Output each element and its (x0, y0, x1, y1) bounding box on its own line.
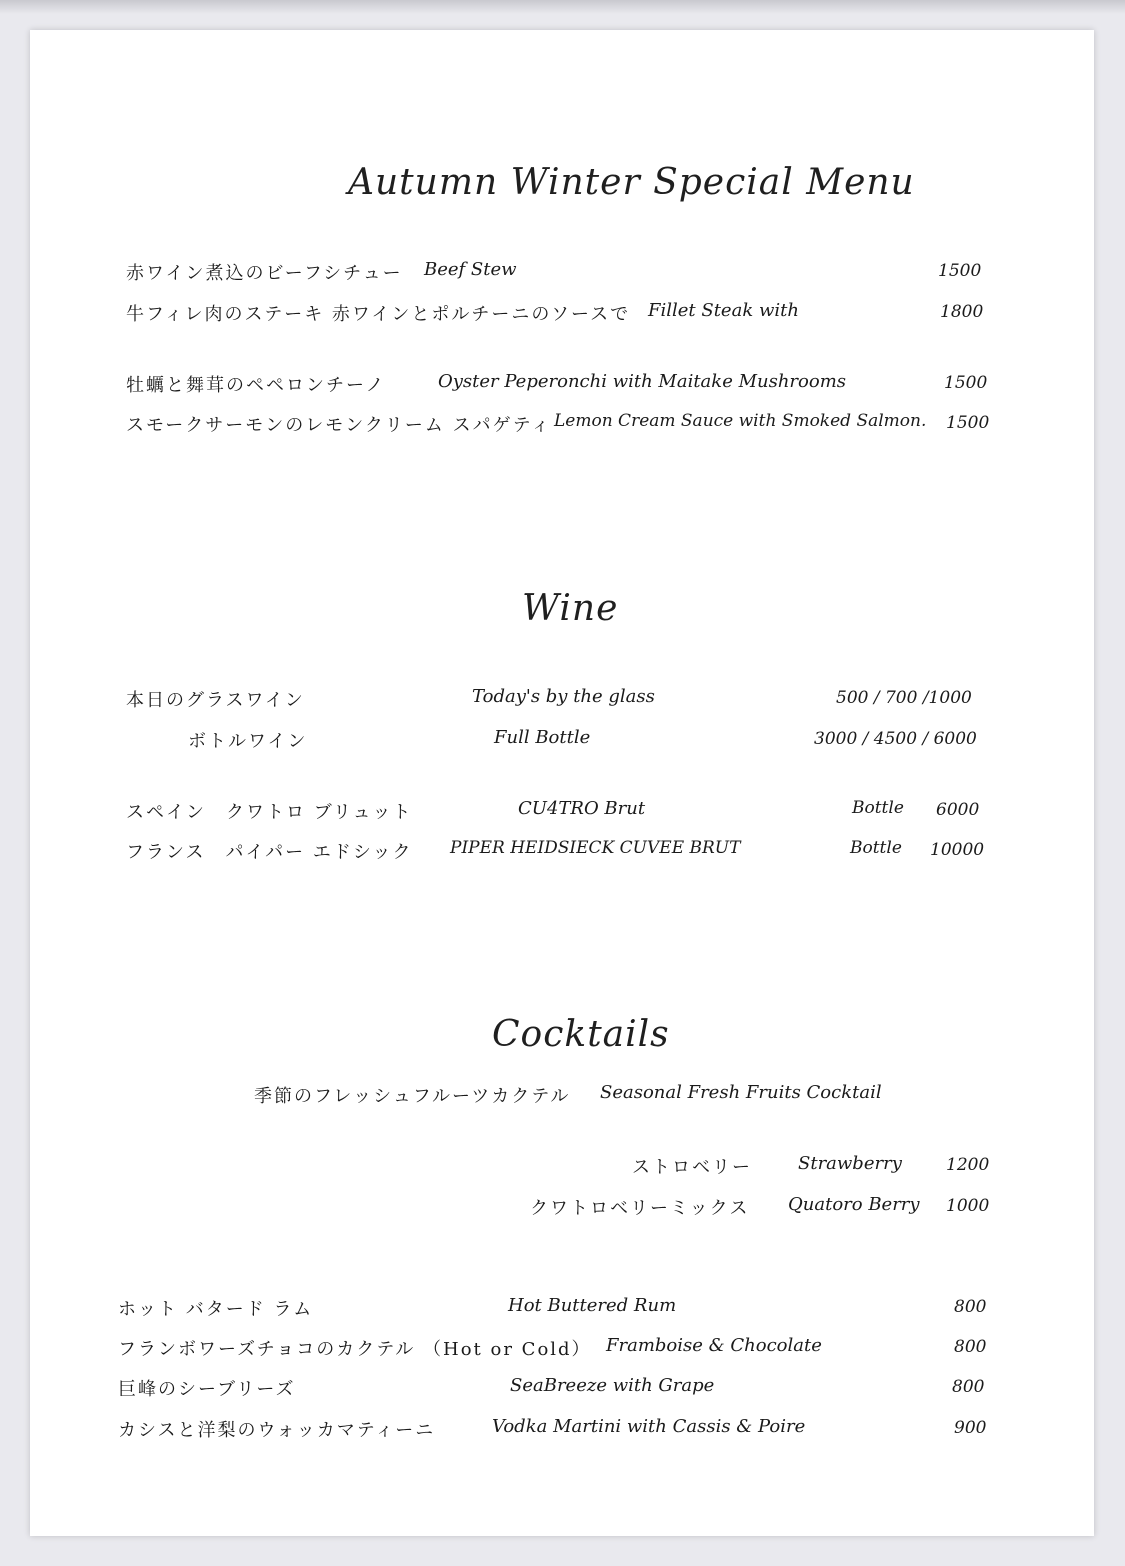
menu-item-jp: 牛フィレ肉のステーキ 赤ワインとポルチーニのソースで (126, 304, 631, 325)
cocktail-item-jp: ホット バタード ラム (118, 1299, 314, 1320)
cocktail-subtitle-en: Seasonal Fresh Fruits Cocktail (600, 1082, 882, 1103)
wine-item-jp: フランス パイパー エドシック (126, 842, 413, 863)
menu-item-price: 1800 (940, 302, 984, 322)
fruit-item-en: Quatoro Berry (788, 1194, 920, 1215)
fruit-item-jp: クワトロベリーミックス (530, 1198, 750, 1219)
cocktail-item-jp: フランボワーズチョコのカクテル （Hot or Cold） (118, 1339, 592, 1360)
wine-item-price: 3000 / 4500 / 6000 (814, 729, 977, 749)
fruit-item-en: Strawberry (798, 1153, 902, 1174)
fruit-item-jp: ストロベリー (632, 1157, 752, 1178)
cocktail-item-jp: 巨峰のシーブリーズ (118, 1379, 296, 1400)
menu-item-price: 1500 (944, 373, 988, 393)
menu-item-en: Fillet Steak with (648, 300, 799, 321)
cocktail-item-en: Hot Buttered Rum (508, 1295, 677, 1316)
wine-item-jp: ボトルワイン (188, 731, 308, 752)
cocktail-item-price: 900 (954, 1418, 987, 1438)
wine-item-price: 500 / 700 /1000 (836, 688, 972, 708)
wine-item-en: Today's by the glass (472, 686, 655, 707)
wine-item-en: Full Bottle (494, 727, 591, 748)
cocktail-subtitle-jp: 季節のフレッシュフルーツカクテル (254, 1086, 571, 1107)
cocktail-item-en: Vodka Martini with Cassis & Poire (492, 1416, 806, 1437)
top-shadow (0, 0, 1125, 14)
menu-item-jp: 牡蠣と舞茸のペペロンチーノ (126, 375, 386, 396)
cocktail-item-price: 800 (952, 1377, 985, 1397)
menu-item-en: Oyster Peperonchi with Maitake Mushrooms (438, 371, 847, 392)
cocktail-item-en: SeaBreeze with Grape (510, 1375, 715, 1396)
menu-page (30, 30, 1094, 1536)
fruit-item-price: 1200 (946, 1155, 990, 1175)
cocktail-item-jp: カシスと洋梨のウォッカマティーニ (118, 1420, 436, 1441)
wine-item-jp: 本日のグラスワイン (126, 690, 305, 711)
cocktail-item-price: 800 (954, 1337, 987, 1357)
cocktails-title: Cocktails (492, 1014, 670, 1055)
wine-title: Wine (522, 588, 619, 629)
menu-item-en: Beef Stew (424, 259, 517, 280)
cocktail-item-price: 800 (954, 1297, 987, 1317)
special-menu-title: Autumn Winter Special Menu (348, 162, 915, 203)
cocktail-item-en: Framboise & Chocolate (606, 1335, 822, 1356)
menu-item-en: Lemon Cream Sauce with Smoked Salmon. (554, 411, 927, 431)
wine-item-unit: Bottle (852, 798, 904, 818)
menu-item-jp: 赤ワイン煮込のビーフシチュー (126, 263, 403, 284)
fruit-item-price: 1000 (946, 1196, 990, 1216)
wine-item-en: CU4TRO Brut (518, 798, 646, 819)
menu-item-jp: スモークサーモンのレモンクリーム スパゲティ (126, 415, 552, 436)
menu-item-price: 1500 (946, 413, 990, 433)
wine-item-en: PIPER HEIDSIECK CUVEE BRUT (450, 838, 741, 858)
wine-item-price: 10000 (930, 840, 985, 860)
wine-item-price: 6000 (936, 800, 980, 820)
wine-item-jp: スペイン クワトロ ブリュット (126, 802, 413, 823)
wine-item-unit: Bottle (850, 838, 902, 858)
menu-item-price: 1500 (938, 261, 982, 281)
